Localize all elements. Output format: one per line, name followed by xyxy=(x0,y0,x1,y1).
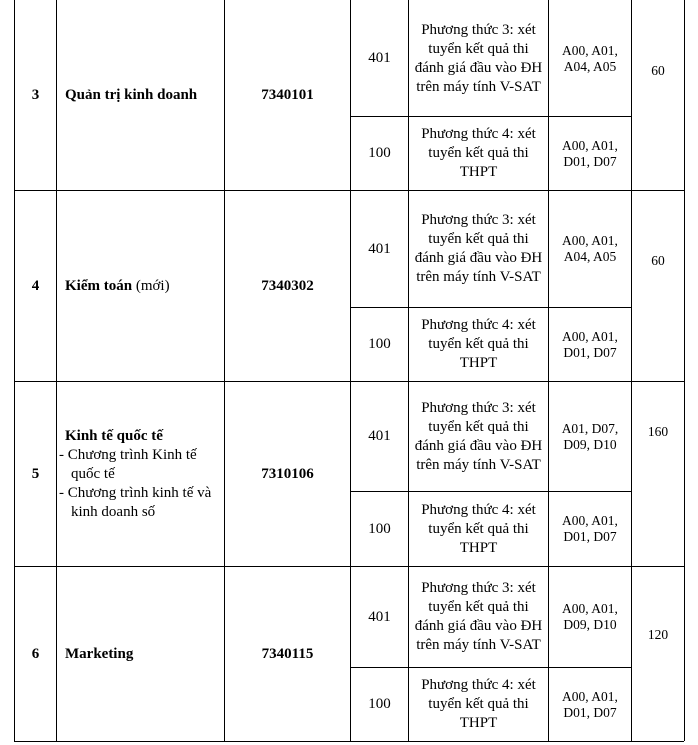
subject-combinations xyxy=(549,117,631,190)
major-title-line xyxy=(65,86,197,105)
major-name-block xyxy=(57,277,170,296)
method-description xyxy=(409,308,548,381)
quota xyxy=(632,567,684,741)
subject-combinations-text: A00, A01, A04, A05 xyxy=(562,42,618,74)
row-number-text: 3 xyxy=(31,87,40,103)
major-name xyxy=(57,191,224,381)
subject-combinations-text: A00, A01, D01, D07 xyxy=(562,137,618,169)
major-code-text: 7340302 xyxy=(261,277,314,294)
method-code-text: 401 xyxy=(368,428,391,444)
row-number-text: 6 xyxy=(31,645,40,662)
major-title: Marketing xyxy=(65,645,134,662)
subject-combinations xyxy=(549,191,631,307)
method-code xyxy=(351,1,408,116)
subject-combinations xyxy=(549,1,631,116)
row-number-text: 5 xyxy=(31,465,40,482)
method-description-text: Phương thức 4: xét tuyển kết quả thi THPT xyxy=(421,317,536,371)
method-code-text: 401 xyxy=(368,240,391,257)
major-name-block xyxy=(57,86,197,105)
sub-program: - Chương trình Kinh tế quốc tế xyxy=(59,446,197,482)
major-code xyxy=(225,191,350,381)
subject-combinations-text: A01, D07, D09, D10 xyxy=(561,420,619,452)
major-name xyxy=(57,382,224,566)
quota xyxy=(632,191,684,381)
method-description-text: Phương thức 4: xét tuyển kết quả thi THPT xyxy=(421,501,536,556)
major-title: Kiểm toán xyxy=(65,277,133,294)
major-name-block xyxy=(57,645,133,664)
method-description xyxy=(409,492,548,566)
method-description-text: Phương thức 3: xét tuyển kết quả thi đánh giá đầu vào ĐH trên máy tính V-SAT xyxy=(414,399,543,473)
subject-combinations-text: A00, A01, D09, D10 xyxy=(562,601,618,632)
subject-combinations-text: A00, A01, D01, D07 xyxy=(562,328,618,360)
method-code xyxy=(351,567,408,667)
subject-combinations xyxy=(549,668,631,741)
method-description-text: Phương thức 3: xét tuyển kết quả thi đánh giá đầu vào ĐH trên máy tính V-SAT xyxy=(414,580,543,653)
subject-combinations-text: A00, A01, D01, D07 xyxy=(562,688,618,720)
method-code xyxy=(351,668,408,741)
major-code-text: 7340115 xyxy=(261,645,314,662)
row-number xyxy=(15,191,56,381)
major-name xyxy=(57,1,224,190)
major-name-block xyxy=(57,427,224,522)
method-description xyxy=(409,191,548,307)
quota-text: 160 xyxy=(647,424,669,439)
quota xyxy=(632,1,684,190)
subject-combinations xyxy=(549,567,631,667)
method-code xyxy=(351,191,408,307)
row-number-text: 4 xyxy=(31,277,40,294)
method-description xyxy=(409,1,548,116)
subject-combinations xyxy=(549,308,631,381)
method-description xyxy=(409,382,548,491)
quota xyxy=(632,382,684,566)
method-code xyxy=(351,492,408,566)
method-description-text: Phương thức 3: xét tuyển kết quả thi đánh giá đầu vào ĐH trên máy tính V-SAT xyxy=(414,212,543,285)
method-code-text: 100 xyxy=(368,336,391,352)
method-code-text: 100 xyxy=(368,520,391,537)
major-code xyxy=(225,1,350,190)
major-title-line xyxy=(59,427,224,446)
major-name xyxy=(57,567,224,741)
method-code-text: 100 xyxy=(368,696,391,712)
subject-combinations-text: A00, A01, A04, A05 xyxy=(562,233,618,264)
method-description xyxy=(409,567,548,667)
method-code xyxy=(351,308,408,381)
major-note: (mới) xyxy=(132,277,170,294)
major-code xyxy=(225,382,350,566)
sub-program: - Chương trình kinh tế và kinh doanh số xyxy=(59,484,212,520)
method-code-text: 100 xyxy=(368,145,391,161)
method-description-text: Phương thức 4: xét tuyển kết quả thi THPT xyxy=(421,126,536,180)
quota-text: 60 xyxy=(651,253,665,268)
subject-combinations xyxy=(549,492,631,566)
method-code-text: 401 xyxy=(368,608,391,625)
subject-combinations-text: A00, A01, D01, D07 xyxy=(562,513,618,544)
major-title: Kinh tế quốc tế xyxy=(65,427,163,444)
major-title-line xyxy=(65,277,170,296)
method-description xyxy=(409,117,548,190)
major-title-line xyxy=(65,645,133,664)
subject-combinations xyxy=(549,382,631,491)
row-number xyxy=(15,567,56,741)
major-code-text: 7340101 xyxy=(261,87,314,103)
method-code xyxy=(351,117,408,190)
major-title: Quản trị kinh doanh xyxy=(65,87,198,103)
method-description-text: Phương thức 3: xét tuyển kết quả thi đánh giá đầu vào ĐH trên máy tính V-SAT xyxy=(414,21,543,95)
row-number xyxy=(15,1,56,190)
method-code xyxy=(351,382,408,491)
quota-text: 120 xyxy=(647,627,669,642)
quota-text: 60 xyxy=(651,63,665,78)
method-description xyxy=(409,668,548,741)
method-description-text: Phương thức 4: xét tuyển kết quả thi THPT xyxy=(421,677,536,731)
row-number xyxy=(15,382,56,566)
method-code-text: 401 xyxy=(368,50,391,66)
major-code-text: 7310106 xyxy=(261,465,314,482)
major-code xyxy=(225,567,350,741)
